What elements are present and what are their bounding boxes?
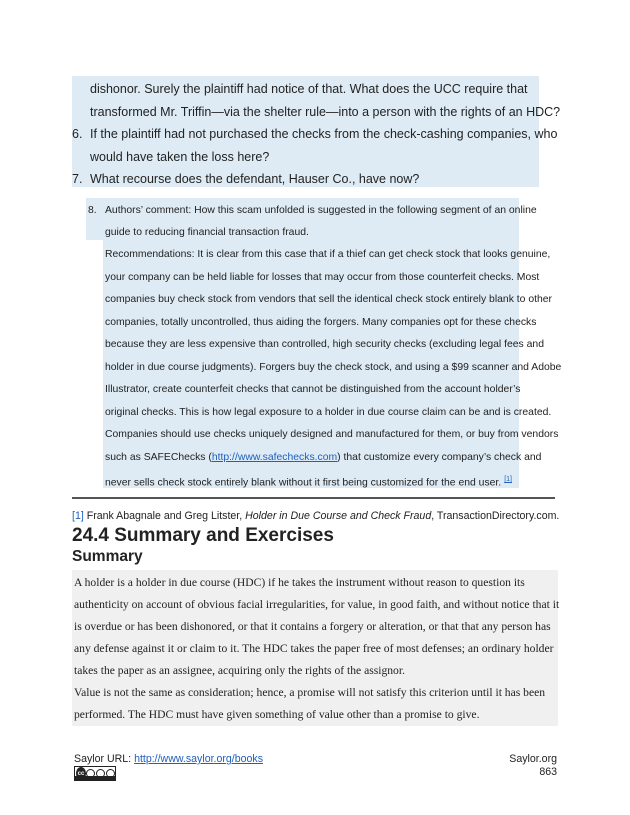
comment-last-text: never sells check stock entirely blank without it first being customized for the end user. — [105, 477, 502, 489]
saylor-books-link[interactable]: http://www.saylor.org/books — [134, 753, 264, 765]
comment-body-line: because they are less expensive than controlled, high security checks (excluding legal fees and — [105, 339, 544, 350]
summary-line: authenticity on account of obvious facial irregularities, for value, in good faith, and without notice that it — [74, 598, 560, 611]
footnote-marker-link[interactable]: [1] — [504, 476, 512, 483]
question-6-line-1: If the plaintiff had not purchased the checks from the check-cashing companies, who — [90, 127, 558, 141]
creative-commons-license-icon — [74, 766, 116, 781]
comment-body-line: original checks. This is how legal exposure to a holder in due course claim can be and is created. — [105, 406, 552, 418]
footnote-text-post: , TransactionDirectory.com. — [431, 510, 560, 522]
summary-line: is overdue or has been dishonored, or that it contains a forgery or alteration, or that that any person has — [74, 620, 551, 633]
comment-body-line: Illustrator, create counterfeit checks that cannot be distinguished from the account holder’s — [105, 384, 521, 395]
question-5-line-1: dishonor. Surely the plaintiff had notice of that. What does the UCC require that — [90, 82, 528, 96]
safechecks-text-post: ) that customize every company’s check and — [337, 451, 542, 463]
summary-line: takes the paper as an assignee, acquiring only the rights of the assignor. — [74, 664, 405, 677]
footer-url-label: Saylor URL: — [74, 753, 135, 765]
comment-body-line: companies, totally uncontrolled, thus aiding the forgers. Many companies opt for these checks — [105, 316, 537, 328]
safechecks-link[interactable]: http://www.safechecks.com — [211, 451, 338, 463]
summary-line: Value is not the same as consideration; hence, a promise will not satisfy this criterion until it has been — [74, 686, 546, 699]
section-subtitle: Summary — [72, 548, 143, 565]
question-7-number: 7. — [72, 172, 83, 186]
question-6-line-2: would have taken the loss here? — [90, 150, 270, 164]
footnote-title: Holder in Due Course and Check Fraud — [245, 510, 432, 522]
footer-site: Saylor.org — [509, 753, 557, 765]
summary-line: A holder is a holder in due course (HDC) if he takes the instrument without reason to question its — [74, 576, 525, 589]
comment-line-1: Authors’ comment: How this scam unfolded is suggested in the following segment of an online — [105, 205, 537, 216]
summary-line: any defense against it or claim to it. The HDC takes the paper free of most defenses; an ordinary holder — [74, 642, 554, 655]
comment-body-line: companies buy check stock from vendors that sell the identical check stock entirely blank to other — [105, 294, 553, 305]
comment-body-line: Recommendations: It is clear from this case that if a thief can get check stock that looks genuine, — [105, 249, 551, 260]
question-6-number: 6. — [72, 127, 83, 141]
comment-body-line: Companies should use checks uniquely designed and manufactured for them, or buy from vendors — [105, 429, 559, 440]
section-title: 24.4 Summary and Exercises — [72, 525, 334, 546]
comment-number: 8. — [88, 205, 97, 216]
section-divider — [72, 497, 555, 499]
comment-line-2: guide to reducing financial transaction fraud. — [105, 227, 309, 238]
comment-body-line: your company can be held liable for losses that may occur from those counterfeit checks. Most — [105, 271, 540, 283]
footnote-ref-link[interactable]: [1] — [72, 510, 84, 522]
footer-url — [74, 753, 263, 765]
comment-body-line: holder in due course judgments). Forgers buy the check stock, and using a $99 scanner and Adobe — [105, 361, 562, 373]
footnote — [72, 510, 559, 522]
comment-last-line — [105, 469, 512, 495]
page-number: 863 — [539, 766, 557, 778]
cc-bottom-strip — [75, 776, 115, 780]
question-5-line-2: transformed Mr. Triffin—via the shelter rule—into a person with the rights of an HDC? — [90, 105, 561, 119]
safechecks-text-pre: such as SAFEChecks ( — [105, 451, 212, 463]
cc-logo-icon: cc — [76, 767, 86, 780]
comment-safechecks-line — [105, 447, 541, 470]
footnote-text-pre: Frank Abagnale and Greg Litster, — [83, 510, 246, 522]
summary-line: performed. The HDC must have given something of value other than a promise to give. — [74, 708, 480, 721]
question-7-line-1: What recourse does the defendant, Hauser Co., have now? — [90, 172, 420, 186]
